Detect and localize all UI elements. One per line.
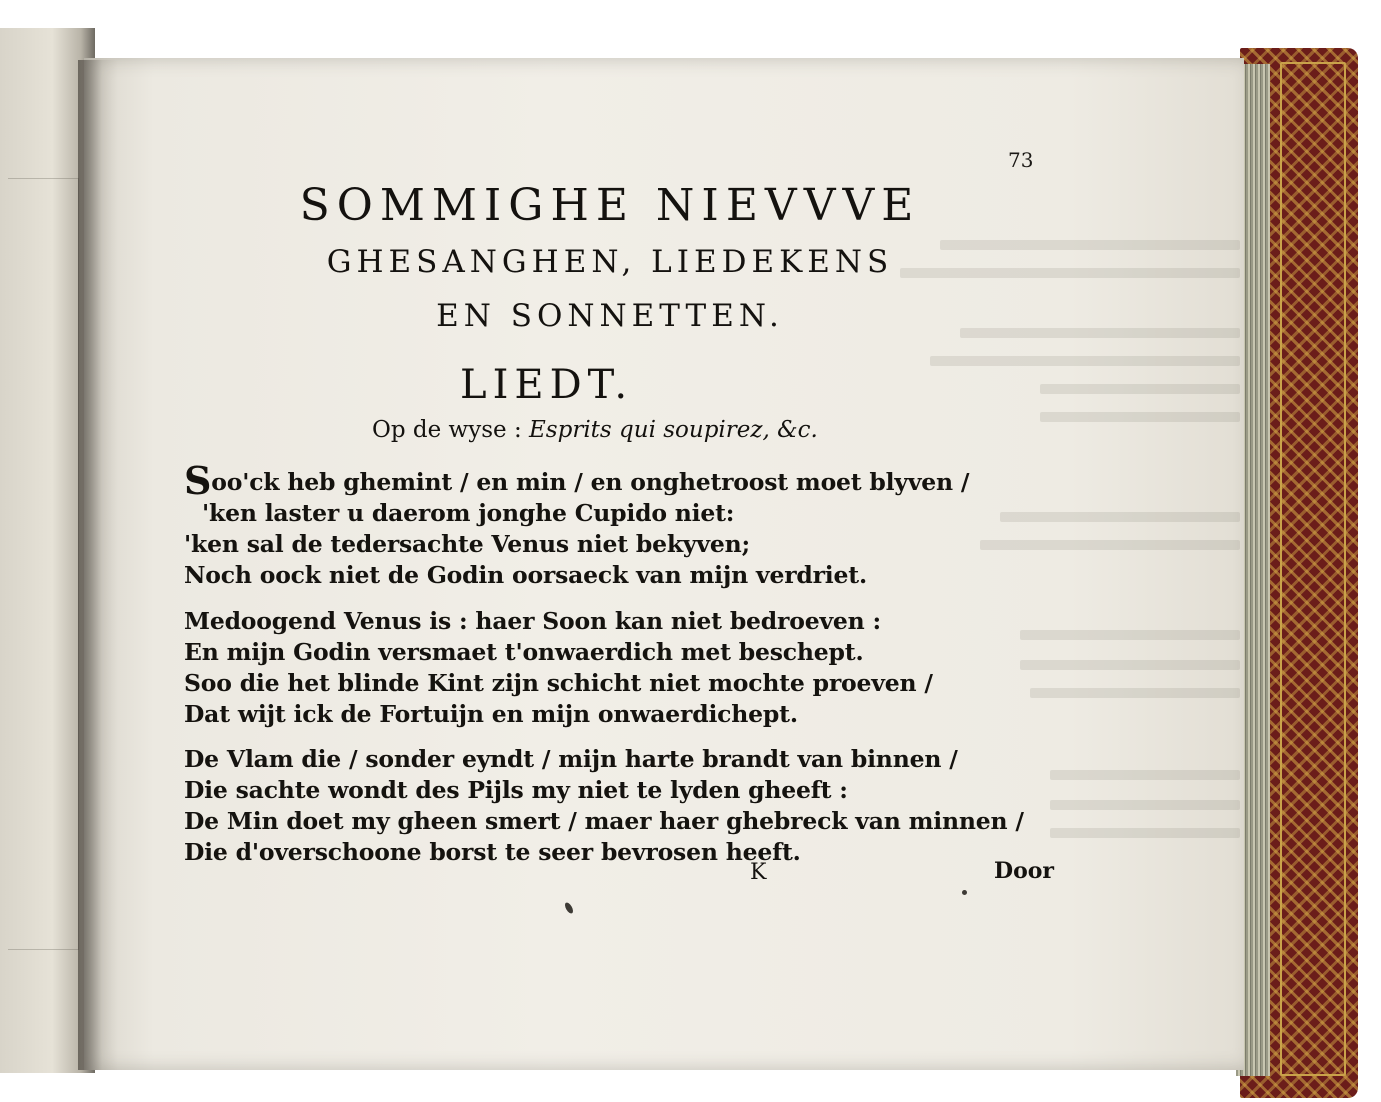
show-through-line <box>1020 660 1240 670</box>
show-through-line <box>1020 630 1240 640</box>
show-through-line <box>1050 800 1240 810</box>
show-through-line <box>1000 512 1240 522</box>
song-title: LIEDT. <box>460 362 634 408</box>
verse-line: Die sachte wondt des Pijls my niet te lyden gheeft : <box>184 776 848 804</box>
verse-line: De Vlam die / sonder eyndt / mijn harte brandt van binnen / <box>184 745 958 773</box>
verse-line: De Min doet my gheen smert / maer haer ghebreck van minnen / <box>184 807 1024 835</box>
catchword: Door <box>994 858 1055 884</box>
verse-line: En mijn Godin versmaet t'onwaerdich met beschept. <box>184 638 864 666</box>
verse-line: Die d'overschoone borst te seer bevrosen heeft. <box>184 838 801 866</box>
ink-speck <box>962 890 967 895</box>
book-gutter <box>78 60 118 1070</box>
tune-indication <box>372 417 818 443</box>
stanza-2 <box>184 606 933 730</box>
tune-prefix: Op de wyse : <box>372 417 522 443</box>
heading-line-2: GHESANGHEN, LIEDEKENS <box>326 244 894 280</box>
show-through-line <box>1040 412 1240 422</box>
heading-line-3: EN SONNETTEN. <box>436 298 784 334</box>
drop-initial: S <box>184 458 212 503</box>
verse-text: oo'ck heb ghemint / en min / en onghetroost moet blyven / <box>211 468 970 496</box>
tune-name: Esprits qui soupirez, &c. <box>529 417 818 443</box>
show-through-line <box>1030 688 1240 698</box>
stanza-3 <box>184 744 1024 868</box>
signature-mark: K <box>750 860 767 885</box>
show-through-line <box>1050 828 1240 838</box>
cover-gilt-border <box>1280 62 1346 1076</box>
verse-line: Noch oock niet de Godin oorsaeck van mijn verdriet. <box>184 561 867 589</box>
left-page-frame <box>8 178 79 950</box>
page-number: 73 <box>1008 148 1034 172</box>
verse-line: Medoogend Venus is : haer Soon kan niet bedroeven : <box>184 607 881 635</box>
verse-line: Dat wijt ick de Fortuijn en mijn onwaerdichept. <box>184 700 798 728</box>
verse-line: Soo die het blinde Kint zijn schicht niet mochte proeven / <box>184 669 933 697</box>
show-through-line <box>1050 770 1240 780</box>
verse-line: 'ken sal de tedersachte Venus niet bekyven; <box>184 530 750 558</box>
show-through-line <box>980 540 1240 550</box>
verse-line: 'ken laster u daerom jonghe Cupido niet: <box>202 499 735 527</box>
show-through-line <box>1040 384 1240 394</box>
show-through-line <box>930 356 1240 366</box>
verse-line <box>184 458 970 503</box>
stanza-1 <box>184 458 970 591</box>
heading-line-1: SOMMIGHE NIEVVVE <box>299 180 921 231</box>
